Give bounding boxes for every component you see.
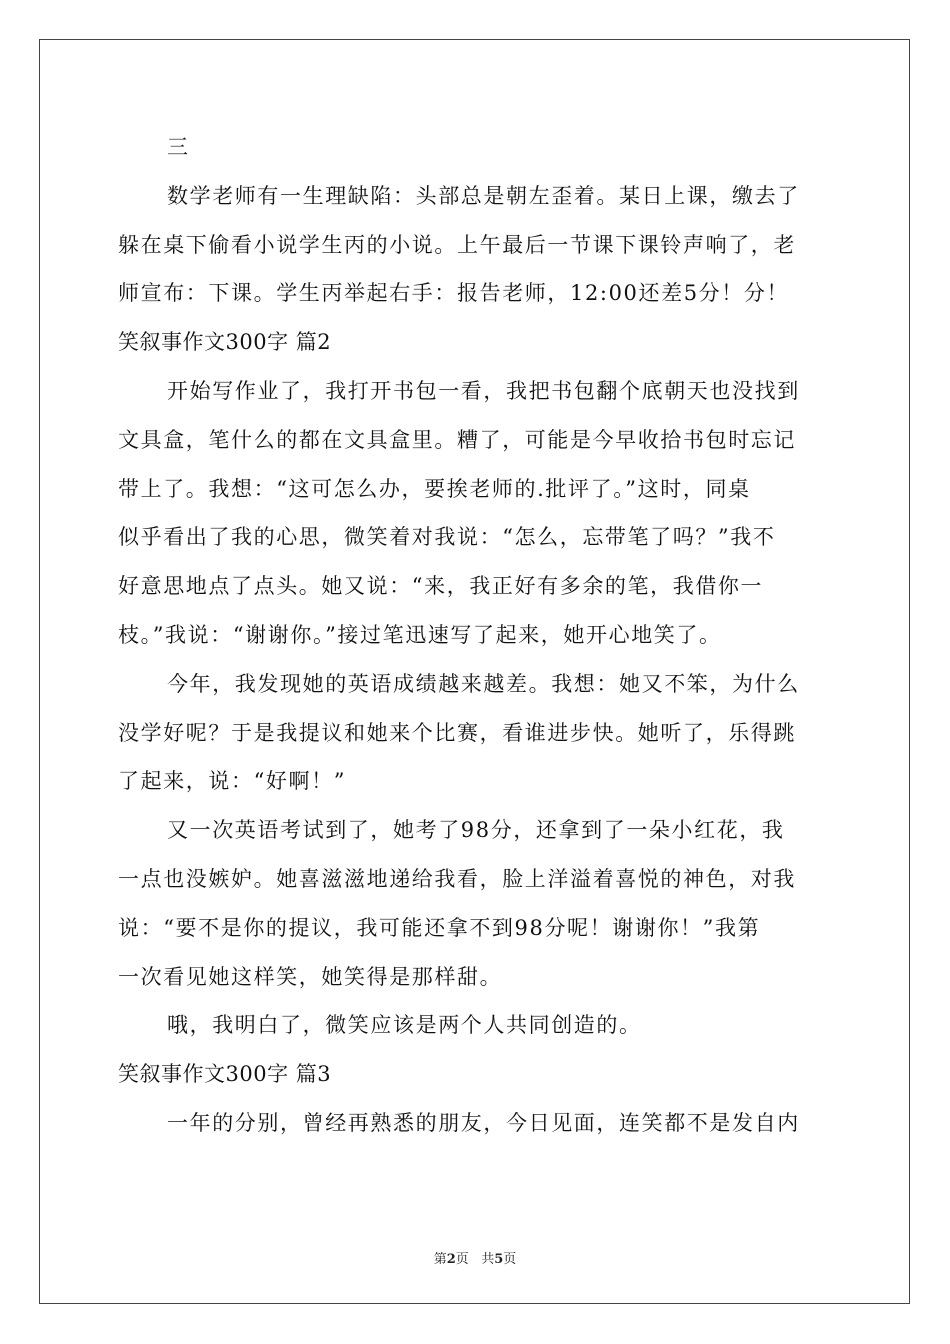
footer-total-prefix: 共 [481,1252,495,1267]
footer-page-prefix: 第 [433,1252,447,1267]
footer-page-number: 2 [446,1252,456,1267]
text-line: 没学好呢？于是我提议和她来个比赛，看谁进步快。她听了，乐得跳 [118,720,796,745]
text-line: 一年的分别，曾经再熟悉的朋友，今日见面，连笑都不是发自内 [167,1110,800,1135]
text-line: 了起来，说：“好啊！” [118,769,347,794]
text-line: 哦，我明白了，微笑应该是两个人共同创造的。 [167,1013,642,1038]
text-line: 一点也没嫉妒。她喜滋滋地递给我看，脸上洋溢着喜悦的神色，对我 [118,866,796,891]
text-line: 枝。”我说：“谢谢你。”接过笔迅速写了起来，她开心地笑了。 [118,622,722,647]
text-line: 说：“要不是你的提议，我可能还拿不到98分呢！谢谢你！”我第 [118,915,761,940]
section-heading: 笑叙事作文300字 篇3 [118,1062,332,1087]
text-line: 又一次英语考试到了，她考了98分，还拿到了一朵小红花，我 [167,818,785,843]
text-line: 三 [167,135,190,159]
text-line: 数学老师有一生理缺陷：头部总是朝左歪着。某日上课，缴去了 [167,183,800,208]
page-footer [0,1248,950,1267]
text-line: 开始写作业了，我打开书包一看，我把书包翻个底朝天也没找到 [167,378,800,403]
document-body [118,123,838,1148]
text-line: 似乎看出了我的心思，微笑着对我说：“怎么，忘带笔了吗？”我不 [118,525,776,550]
footer-total-suffix: 页 [503,1252,517,1267]
section-heading: 笑叙事作文300字 篇2 [118,330,332,355]
text-line: 带上了。我想：“这可怎么办，要挨老师的.批评了。”这时，同桌 [118,476,751,501]
footer-page-suffix: 页 [455,1252,469,1267]
footer-total-pages: 5 [494,1252,504,1267]
text-line: 好意思地点了点头。她又说：“来，我正好有多余的笔，我借你一 [118,574,764,599]
text-line: 师宣布：下课。学生丙举起右手：报告老师，12:00还差5分！分！ [118,281,790,306]
text-line: 躲在桌下偷看小说学生丙的小说。上午最后一节课下课铃声响了，老 [118,232,796,257]
text-line: 今年，我发现她的英语成绩越来越差。我想：她又不笨，为什么 [167,671,800,696]
text-line: 文具盒，笔什么的都在文具盒里。糟了，可能是今早收拾书包时忘记 [118,427,796,452]
text-line: 一次看见她这样笑，她笑得是那样甜。 [118,964,503,989]
